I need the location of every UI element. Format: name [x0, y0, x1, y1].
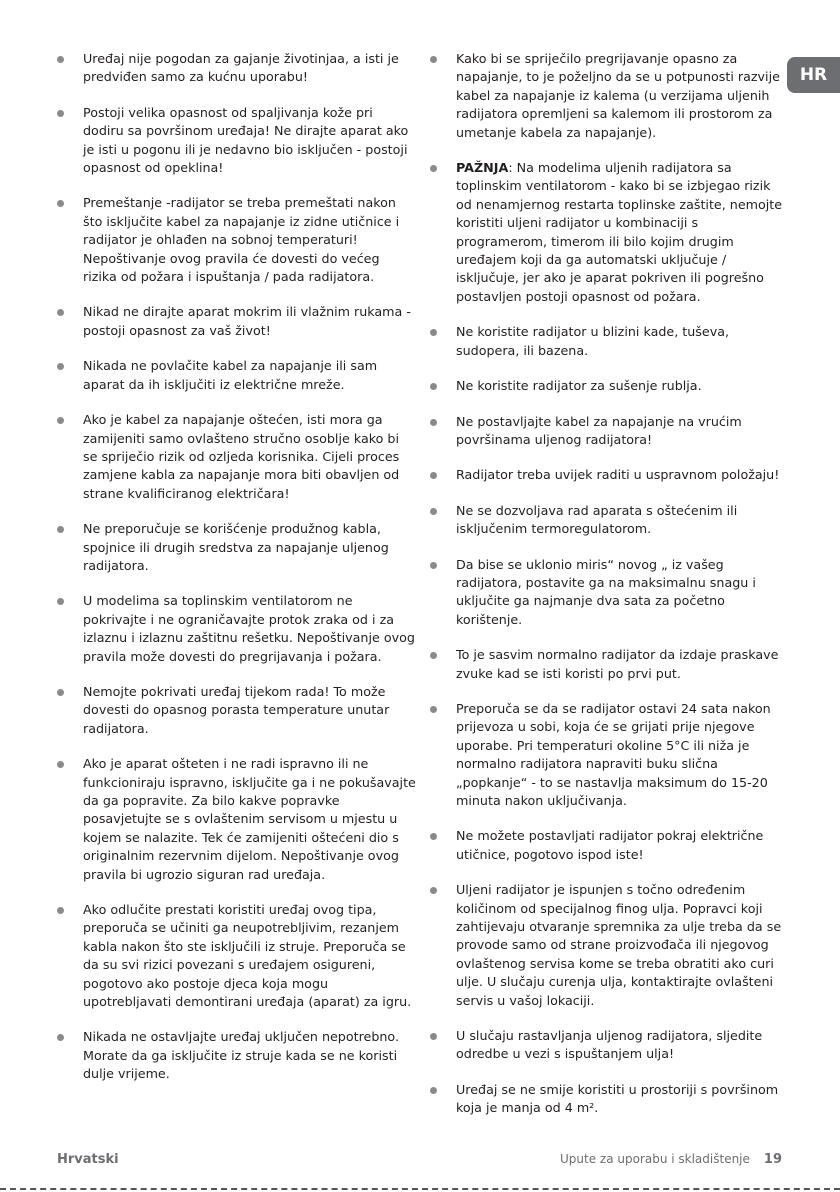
bullet-icon	[430, 833, 437, 840]
item-text: Postoji velika opasnost od spaljivanja kože pri dodiru sa površinom uređaja! Ne dirajte aparat ako je isti u pogonu ili je nedavno bio isključen - postoji opasnost od opeklina!	[83, 104, 409, 176]
list-item	[430, 1027, 785, 1064]
item-text: Uređaj nije pogodan za gajanje životinjaa, a isti je predviđen samo za kućnu uporabu!	[83, 51, 399, 85]
item-text: Ne postavljajte kabel za napajanje na vrućim površinama uljenog radijatora!	[456, 413, 742, 447]
language-tab: HR	[787, 57, 840, 93]
list-item	[430, 827, 785, 864]
bullet-icon	[430, 1033, 437, 1040]
item-text: Nemojte pokrivati uređaj tijekom rada! To može dovesti do opasnog porasta temperature unutar radijatora.	[83, 683, 390, 736]
item-text: Ne se dozvoljava rad aparata s oštećenim ili isključenim termoregulatorom.	[456, 502, 738, 537]
item-text: Ne koristite radijator u blizini kade, tuševa, sudopera, ili bazena.	[456, 324, 730, 358]
item-text: Ne preporučuje se korišćenje produžnog kabla, spojnice ili drugih sredstva za napajanje uljenog radijatora.	[83, 521, 389, 573]
footer-language: Hrvatski	[57, 1152, 119, 1167]
bullet-icon	[57, 598, 64, 605]
list-item	[57, 303, 417, 340]
item-text: Nikada ne povlačite kabel za napajanje ili sam aparat da ih isključiti iz električne mreže.	[83, 358, 378, 392]
bullet-icon	[430, 706, 437, 713]
list-item	[57, 104, 417, 178]
item-text: Da bise se uklonio miris“ novog „ iz vašeg radijatora, postavite ga na maksimalnu snagu i uključite ga najmanje dva sata za početno korištenje.	[456, 556, 756, 627]
footer-title: Upute za uporabu i skladištenje	[559, 1152, 750, 1166]
bullet-icon	[430, 508, 437, 515]
item-text: Ne možete postavljati radijator pokraj električne utičnice, pogotovo ispod iste!	[456, 828, 764, 862]
list-item	[57, 50, 417, 87]
bullet-icon	[57, 417, 64, 424]
item-text: Ne koristite radijator za sušenje rublja.	[456, 378, 702, 394]
item-text: U modelima sa toplinskim ventilatorom ne pokrivajte i ne ograničavajte protok zraka od i za izlaznu i izlaznu zaštitnu rešetku. Nepoštivanje ovog pravila može dovesti do pregrijavanja i požara.	[83, 593, 415, 664]
bullet-icon	[57, 110, 64, 117]
bullet-icon	[57, 200, 64, 207]
footer-info	[560, 1152, 782, 1167]
bullet-icon	[57, 1034, 64, 1041]
right-column	[430, 50, 785, 1135]
item-text: Premeštanje -radijator se treba premeštati nakon što isključite kabel za napajanje iz zidne utičnice i radijator je ohlađen na sobnoj temperaturi! Nepoštivanje ovog pravila će dovesti do većeg rizika od požara i ispuštanja / pada radijatora.	[83, 195, 400, 285]
bullet-icon	[57, 309, 64, 316]
list-item	[430, 466, 785, 484]
list-item	[430, 323, 785, 360]
list-item	[430, 502, 785, 539]
bullet-icon	[57, 907, 64, 914]
item-text: Uređaj se ne smije koristiti u prostoriji s površinom koja je manja od 4 m².	[456, 1081, 779, 1116]
warning-lead: PAŽNJA	[456, 160, 509, 176]
bullet-icon	[430, 383, 437, 390]
item-text: U slučaju rastavljanja uljenog radijatora, sljedite odredbe u vezi s ispuštanjem ulja!	[456, 1028, 763, 1062]
list-item	[430, 377, 785, 395]
list-item	[430, 646, 785, 683]
item-text: Uljeni radijator je ispunjen s točno određenim količinom od specijalnog finog ulja. Popravci koji zahtijevaju otvaranje spremnika za ulje treba da se provode samo od strane proizvođača ili njegovog ovlaštenog servisa kome se treba obratiti ako curi ulje. U slučaju curenja ulja, kontaktirajte ovlašteni servis u vašoj lokaciji.	[456, 882, 782, 1008]
page-number: 19	[763, 1152, 782, 1167]
bullet-icon	[57, 761, 64, 768]
item-text: Kako bi se spriječilo pregrijavanje opasno za napajanje, to je poželjno da se u potpunosti razvije kabel za napajanje iz kalema (u verzijama uljenih radijatora opremljeni sa kalemom ili prostorom za umetanje kabela za napajanje).	[456, 51, 780, 140]
list-item	[430, 881, 785, 1010]
left-column	[57, 50, 417, 1101]
item-text: Preporuča se da se radijator ostavi 24 sata nakon prijevoza u sobi, koja će se grijati prije njegove uporabe. Pri temperaturi okoline 5°C ili niža je normalno radijatora napraviti buku slična „popkanje“ - to se nastavlja maksimum do 15-20 minuta nakon uključivanja.	[456, 700, 771, 808]
bullet-icon	[430, 1087, 437, 1094]
list-item	[57, 755, 417, 884]
list-item	[57, 520, 417, 575]
item-text: Ako je aparat ošteten i ne radi ispravno ili ne funkcioniraju ispravno, isključite ga i ne pokušavajte da ga popravite. Za bilo kakve popravke posavjetujte se s ovlaštenim servisom u mjestu u kojem se nalazite. Tek će zamijeniti oštećeni dio s originalnim rezervnim dijelom. Nepoštivanje ovog pravila bi ugrozio siguran rad uređaja.	[83, 756, 416, 882]
bullet-icon	[430, 472, 437, 479]
item-text: Ako je kabel za napajanje oštećen, isti mora ga zamijeniti samo ovlašteno stručno osoblje kako bi se spriječio rizik od ozljeda korisnika. Cijeli proces zamjene kabla za napajanje mora biti obavljen od strane kvalificiranog električara!	[83, 412, 400, 501]
bullet-icon	[430, 562, 437, 569]
warning-item	[430, 159, 785, 306]
item-text: Nikada ne ostavljajte uređaj uključen nepotrebno. Morate da ga isključite iz struje kada se ne koristi dulje vrijeme.	[83, 1029, 400, 1082]
bullet-icon	[430, 165, 437, 172]
warning-text: : Na modelima uljenih radijatora sa toplinskim ventilatorom - kako bi se izbjegao rizik od nenamjernog restarta toplinske zaštite, nemojte koristiti uljeni radijator u kombinaciji s programerom, timerom ili bilo kojim drugim uređajem koji da ga automatski uključuje / isključuje, jer ako je aparat pokriven ili pogrešno postavljen postoji opasnost od požara.	[456, 160, 783, 304]
list-item	[430, 700, 785, 810]
bullet-icon	[430, 329, 437, 336]
bullet-icon	[430, 56, 437, 63]
list-item	[57, 194, 417, 286]
list-item	[57, 411, 417, 503]
list-item	[430, 556, 785, 630]
bullet-icon	[57, 56, 64, 63]
cut-line	[0, 1188, 840, 1190]
bullet-icon	[57, 526, 64, 533]
bullet-icon	[57, 363, 64, 370]
item-text: Radijator treba uvijek raditi u uspravnom položaju!	[456, 467, 780, 483]
list-item	[57, 592, 417, 666]
bullet-icon	[57, 689, 64, 696]
bullet-icon	[430, 419, 437, 426]
item-text: Ako odlučite prestati koristiti uređaj ovog tipa, preporuča se učiniti ga neupotrebljivim, rezanjem kabla nakon što ste isključili iz struje. Preporuča se da su svi rizici povezani s uređajem osigureni, pogotovo ako postoje djeca koja mogu upotrebljavati demontirani uređaja (aparat) za igru.	[83, 902, 412, 1010]
list-item	[57, 1028, 417, 1083]
item-text: Nikad ne dirajte aparat mokrim ili vlažnim rukama - postoji opasnost za vaš život!	[83, 304, 411, 338]
list-item	[57, 683, 417, 738]
list-item	[57, 357, 417, 394]
list-item	[430, 50, 785, 142]
list-item	[430, 413, 785, 450]
item-text: To je sasvim normalno radijator da izdaje praskave zvuke kad se isti koristi po prvi put.	[456, 647, 779, 681]
bullet-icon	[430, 652, 437, 659]
list-item	[430, 1081, 785, 1118]
bullet-icon	[430, 887, 437, 894]
list-item	[57, 901, 417, 1011]
